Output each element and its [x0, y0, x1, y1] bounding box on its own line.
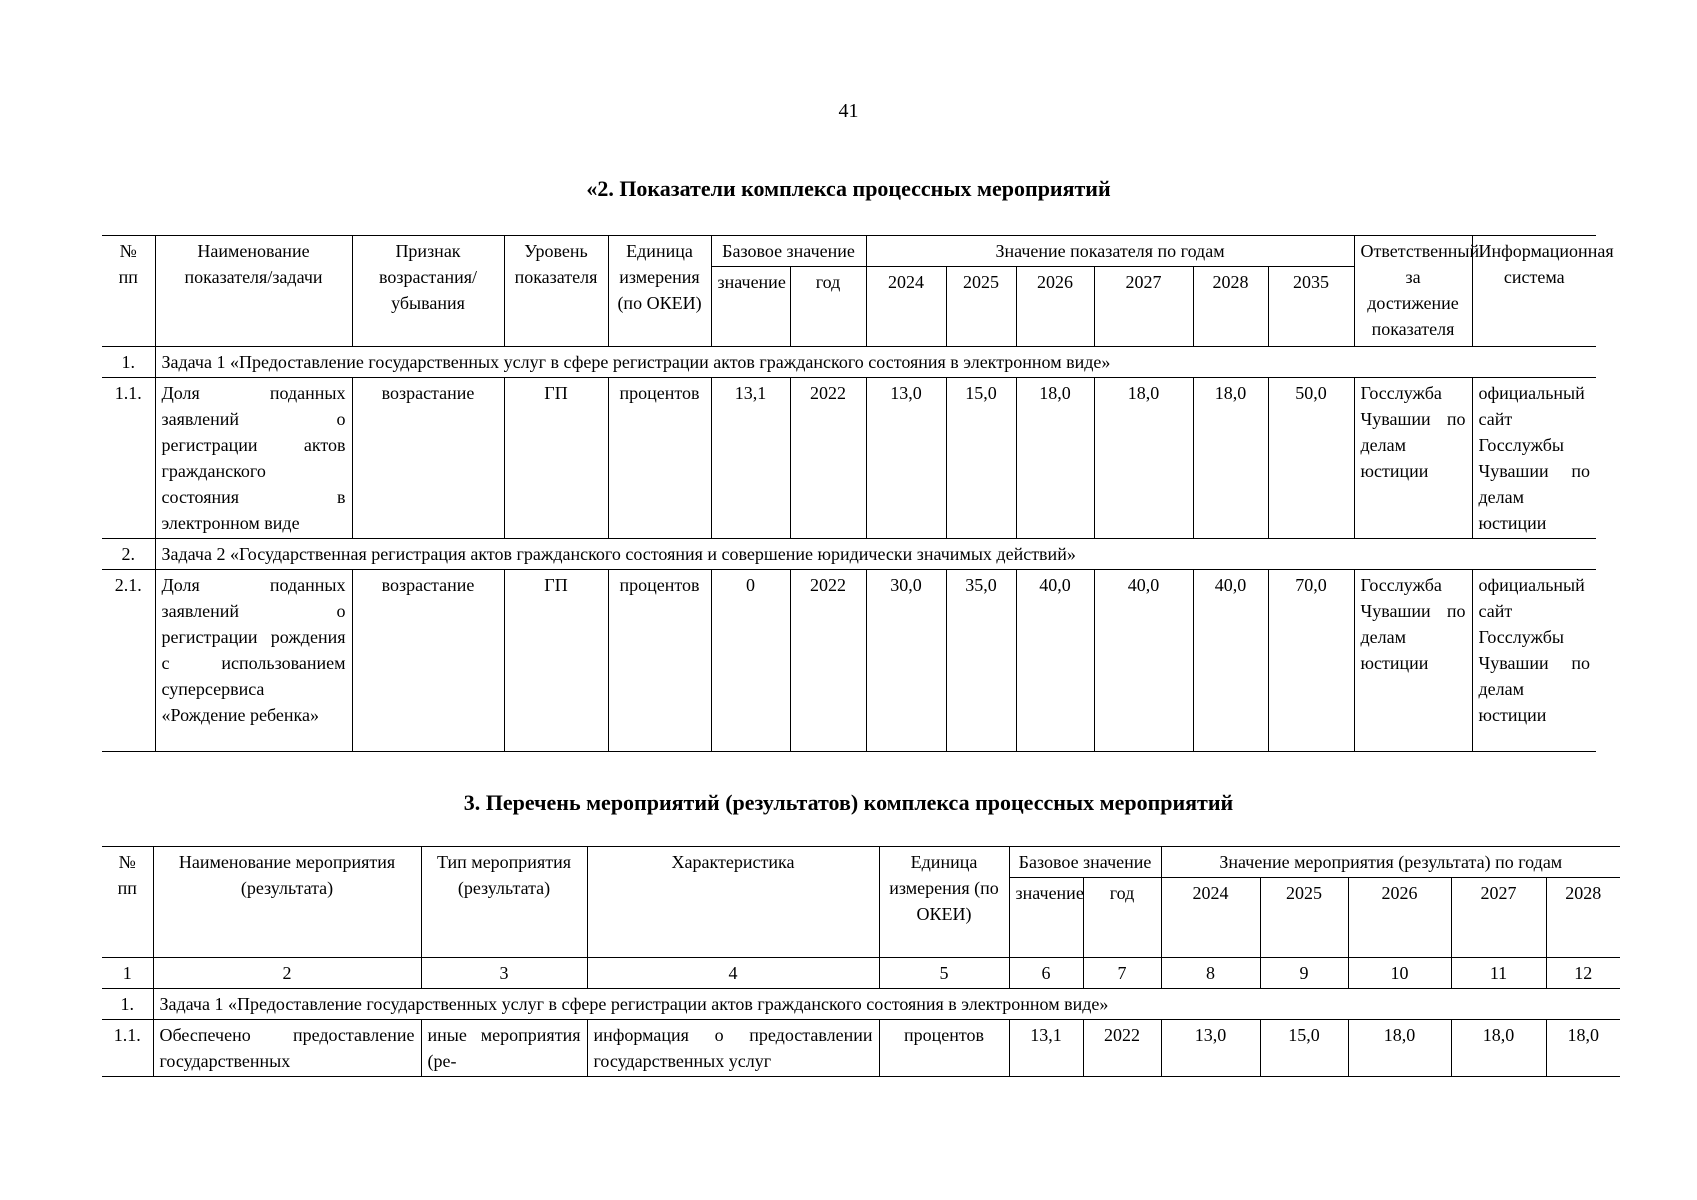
- header-base-year: год: [790, 267, 866, 347]
- column-number: 7: [1083, 958, 1161, 989]
- indicator-unit: процентов: [608, 378, 711, 539]
- task-num: 1.: [102, 989, 153, 1020]
- column-number: 9: [1260, 958, 1348, 989]
- indicator-value: 30,0: [866, 570, 946, 752]
- column-number: 11: [1451, 958, 1546, 989]
- task-title: Задача 2 «Государственная регистрация актов гражданского состояния и совершение юридически значимых действий»: [155, 539, 1596, 570]
- indicator-row: [102, 570, 1596, 752]
- indicator-value: 40,0: [1193, 570, 1268, 752]
- activity-name: Обеспечено предоставление государственных: [153, 1020, 421, 1077]
- column-number: 6: [1009, 958, 1083, 989]
- indicator-value: 40,0: [1016, 570, 1094, 752]
- header-sign: Признак возрастания/ убывания: [352, 236, 504, 347]
- task-row: [102, 539, 1596, 570]
- indicator-value: 35,0: [946, 570, 1016, 752]
- indicator-num: 2.1.: [102, 570, 155, 752]
- activity-row: [102, 1020, 1620, 1077]
- task-title: Задача 1 «Предоставление государственных услуг в сфере регистрации актов гражданского состояния в электронном виде»: [153, 989, 1620, 1020]
- indicator-info-system: официальный сайт Госслужбы Чувашии по делам юстиции: [1472, 378, 1596, 539]
- indicator-value: 50,0: [1268, 378, 1354, 539]
- header-year: 2035: [1268, 267, 1354, 347]
- header-name: Наименование мероприятия (результата): [153, 847, 421, 958]
- header-num: № пп: [102, 236, 155, 347]
- activity-value: 18,0: [1348, 1020, 1451, 1077]
- page-number: 41: [838, 100, 859, 122]
- header-years-group: Значение показателя по годам: [866, 236, 1354, 267]
- header-base-value: значение: [711, 267, 790, 347]
- indicator-name: Доля поданных заявлений о регистрации рождения с использованием суперсервиса «Рождение ребенка»: [155, 570, 352, 752]
- column-number: 2: [153, 958, 421, 989]
- header-responsible: Ответственный за достижение показателя: [1354, 236, 1472, 347]
- indicator-level: ГП: [504, 378, 608, 539]
- indicator-info-system: официальный сайт Госслужбы Чувашии по делам юстиции: [1472, 570, 1596, 752]
- column-number: 10: [1348, 958, 1451, 989]
- activities-table: [102, 846, 1620, 1077]
- indicator-value: 15,0: [946, 378, 1016, 539]
- indicator-responsible: Госслужба Чувашии по делам юстиции: [1354, 570, 1472, 752]
- header-name: Наименование показателя/задачи: [155, 236, 352, 347]
- indicator-value: 18,0: [1193, 378, 1268, 539]
- activity-characteristic: информация о предоставлении государственных услуг: [587, 1020, 879, 1077]
- header-year: 2026: [1348, 878, 1451, 958]
- header-base: Базовое значение: [711, 236, 866, 267]
- activity-base-value: 13,1: [1009, 1020, 1083, 1077]
- header-unit: Единица измерения (по ОКЕИ): [879, 847, 1009, 958]
- column-number: 4: [587, 958, 879, 989]
- indicator-num: 1.1.: [102, 378, 155, 539]
- indicator-value: 13,0: [866, 378, 946, 539]
- header-year: 2025: [1260, 878, 1348, 958]
- header-base: Базовое значение: [1009, 847, 1161, 878]
- section-3-title: 3. Перечень мероприятий (результатов) комплекса процессных мероприятий: [463, 790, 1234, 815]
- task-num: 2.: [102, 539, 155, 570]
- indicator-row: [102, 378, 1596, 539]
- header-characteristic: Характеристика: [587, 847, 879, 958]
- column-number: 12: [1546, 958, 1620, 989]
- activity-unit: процентов: [879, 1020, 1009, 1077]
- header-years-group: Значение мероприятия (результата) по годам: [1161, 847, 1620, 878]
- indicator-base-value: 13,1: [711, 378, 790, 539]
- header-unit: Единица измерения (по ОКЕИ): [608, 236, 711, 347]
- indicator-sign: возрастание: [352, 378, 504, 539]
- activity-value: 13,0: [1161, 1020, 1260, 1077]
- indicator-responsible: Госслужба Чувашии по делам юстиции: [1354, 378, 1472, 539]
- activity-value: 18,0: [1546, 1020, 1620, 1077]
- column-number: 5: [879, 958, 1009, 989]
- task-row: [102, 989, 1620, 1020]
- indicator-value: 18,0: [1094, 378, 1193, 539]
- header-num: № пп: [102, 847, 153, 958]
- task-row: [102, 347, 1596, 378]
- header-year: 2028: [1546, 878, 1620, 958]
- header-year: 2025: [946, 267, 1016, 347]
- column-number: 8: [1161, 958, 1260, 989]
- indicator-value: 18,0: [1016, 378, 1094, 539]
- indicator-base-year: 2022: [790, 378, 866, 539]
- indicator-sign: возрастание: [352, 570, 504, 752]
- header-base-value: значение: [1009, 878, 1083, 958]
- indicator-name: Доля поданных заявлений о регистрации актов гражданского состояния в электронном виде: [155, 378, 352, 539]
- activity-value: 18,0: [1451, 1020, 1546, 1077]
- indicators-table: [102, 235, 1614, 752]
- section-2-title: «2. Показатели комплекса процессных мероприятий: [586, 176, 1111, 201]
- column-numbers-row: [102, 958, 1620, 989]
- header-year: 2024: [866, 267, 946, 347]
- indicator-unit: процентов: [608, 570, 711, 752]
- task-title: Задача 1 «Предоставление государственных услуг в сфере регистрации актов гражданского состояния в электронном виде»: [155, 347, 1596, 378]
- header-info-system: Информационная система: [1472, 236, 1596, 347]
- indicator-base-value: 0: [711, 570, 790, 752]
- indicator-base-year: 2022: [790, 570, 866, 752]
- header-base-year: год: [1083, 878, 1161, 958]
- activity-value: 15,0: [1260, 1020, 1348, 1077]
- activity-num: 1.1.: [102, 1020, 153, 1077]
- header-year: 2026: [1016, 267, 1094, 347]
- indicator-value: 40,0: [1094, 570, 1193, 752]
- indicator-level: ГП: [504, 570, 608, 752]
- task-num: 1.: [102, 347, 155, 378]
- header-year: 2028: [1193, 267, 1268, 347]
- header-year: 2027: [1451, 878, 1546, 958]
- header-year: 2027: [1094, 267, 1193, 347]
- header-level: Уровень показателя: [504, 236, 608, 347]
- header-type: Тип мероприятия (результата): [421, 847, 587, 958]
- indicator-value: 70,0: [1268, 570, 1354, 752]
- column-number: 1: [102, 958, 153, 989]
- header-year: 2024: [1161, 878, 1260, 958]
- column-number: 3: [421, 958, 587, 989]
- activity-type: иные мероприятия (ре-: [421, 1020, 587, 1077]
- activity-base-year: 2022: [1083, 1020, 1161, 1077]
